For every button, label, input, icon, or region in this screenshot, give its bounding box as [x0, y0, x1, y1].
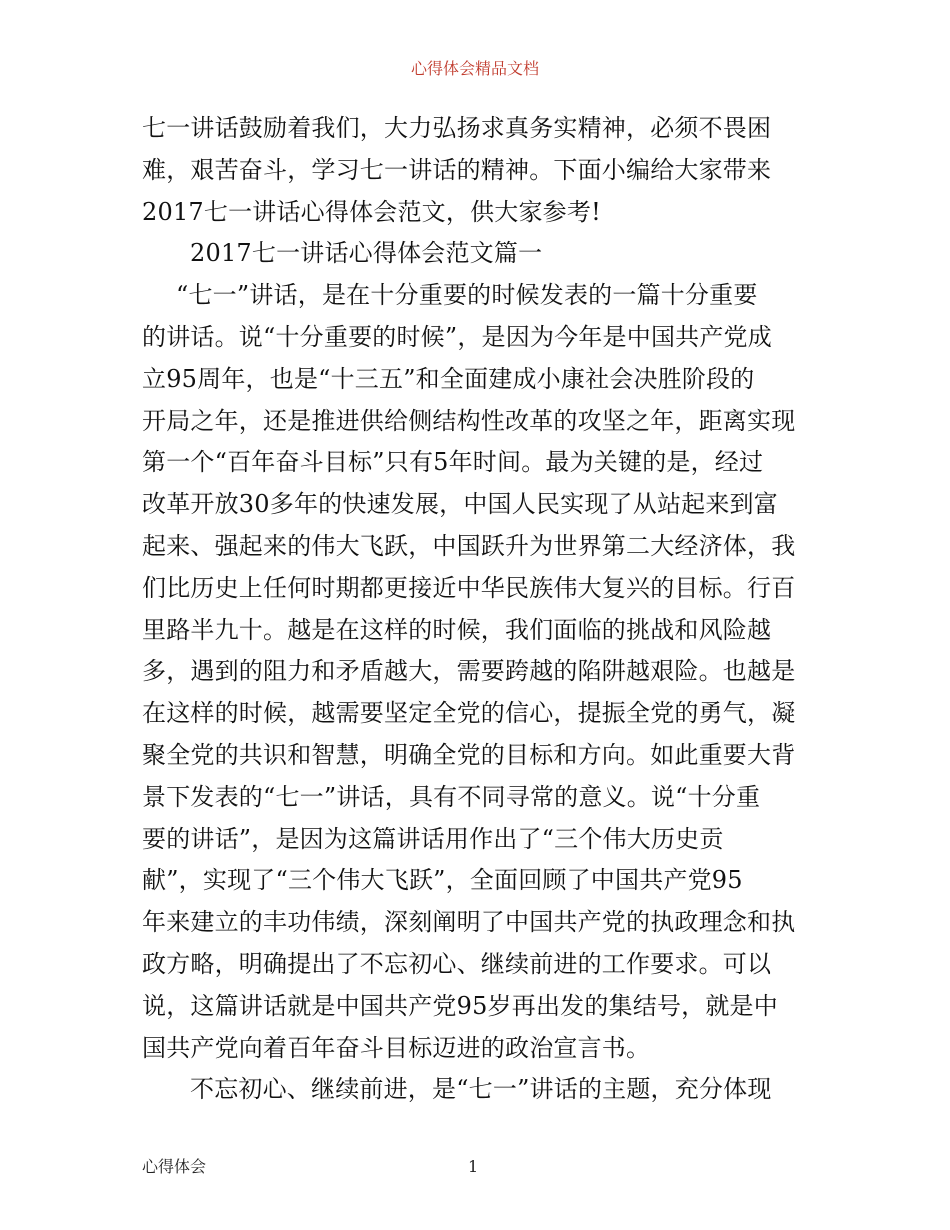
text-line: “七一”讲话，是在十分重要的时候发表的一篇十分重要 — [176, 281, 758, 310]
footer-label: 心得体会 — [142, 1157, 207, 1176]
text-line: 们比历史上任何时期都更接近中华民族伟大复兴的目标。行百 — [142, 573, 796, 602]
text-line: 七一讲话鼓励着我们，大力弘扬求真务实精神，必须不畏困 — [142, 114, 772, 142]
text-line: 说，这篇讲话就是中国共产党95岁再出发的集结号，就是中 — [142, 991, 778, 1020]
text-line: 年来建立的丰功伟绩，深刻阐明了中国共产党的执政理念和执 — [142, 908, 796, 937]
text-line: 要的讲话”，是因为这篇讲话用作出了“三个伟大历史贡 — [142, 824, 724, 853]
section-heading — [142, 233, 812, 275]
text-line: 难，艰苦奋斗，学习七一讲话的精神。下面小编给大家带来 — [142, 155, 772, 184]
text-line: 多，遇到的阻力和矛盾越大，需要跨越的陷阱越艰险。也越是 — [142, 657, 796, 686]
paragraph-theme — [142, 1069, 812, 1111]
text-line: 立95周年，也是“十三五”和全面建成小康社会决胜阶段的 — [142, 364, 755, 393]
text-line: 2017七一讲话心得体会范文，供大家参考! — [142, 197, 601, 226]
text-line: 的讲话。说“十分重要的时候”，是因为今年是中国共产党成 — [142, 322, 772, 351]
page-number: 1 — [468, 1157, 479, 1176]
document-body — [142, 108, 812, 1111]
text-line: 国共产党向着百年奋斗目标迈进的政治宣言书。 — [142, 1033, 651, 1062]
text-line: 开局之年，还是推进供给侧结构性改革的攻坚之年，距离实现 — [142, 406, 796, 435]
paragraph-intro — [142, 108, 812, 233]
text-line: 献”，实现了“三个伟大飞跃”，全面回顾了中国共产党95 — [142, 866, 743, 895]
text-line: 第一个“百年奋斗目标”只有5年时间。最为关键的是，经过 — [142, 448, 764, 477]
text-line: 聚全党的共识和智慧，明确全党的目标和方向。如此重要大背 — [142, 740, 796, 769]
text-line: 景下发表的“七一”讲话，具有不同寻常的意义。说“十分重 — [142, 782, 761, 811]
paragraph-main — [142, 275, 812, 1069]
text-line: 2017七一讲话心得体会范文篇一 — [190, 239, 543, 268]
text-line: 政方略，明确提出了不忘初心、继续前进的工作要求。可以 — [142, 949, 772, 978]
text-line: 起来、强起来的伟大飞跃，中国跃升为世界第二大经济体，我 — [142, 531, 796, 560]
text-line: 里路半九十。越是在这样的时候，我们面临的挑战和风险越 — [142, 615, 772, 644]
text-line: 在这样的时候，越需要坚定全党的信心，提振全党的勇气，凝 — [142, 699, 796, 728]
text-line: 改革开放30多年的快速发展，中国人民实现了从站起来到富 — [142, 490, 778, 519]
text-line: 不忘初心、继续前进，是“七一”讲话的主题，充分体现 — [190, 1075, 772, 1104]
page-header-title: 心得体会精品文档 — [410, 59, 539, 78]
